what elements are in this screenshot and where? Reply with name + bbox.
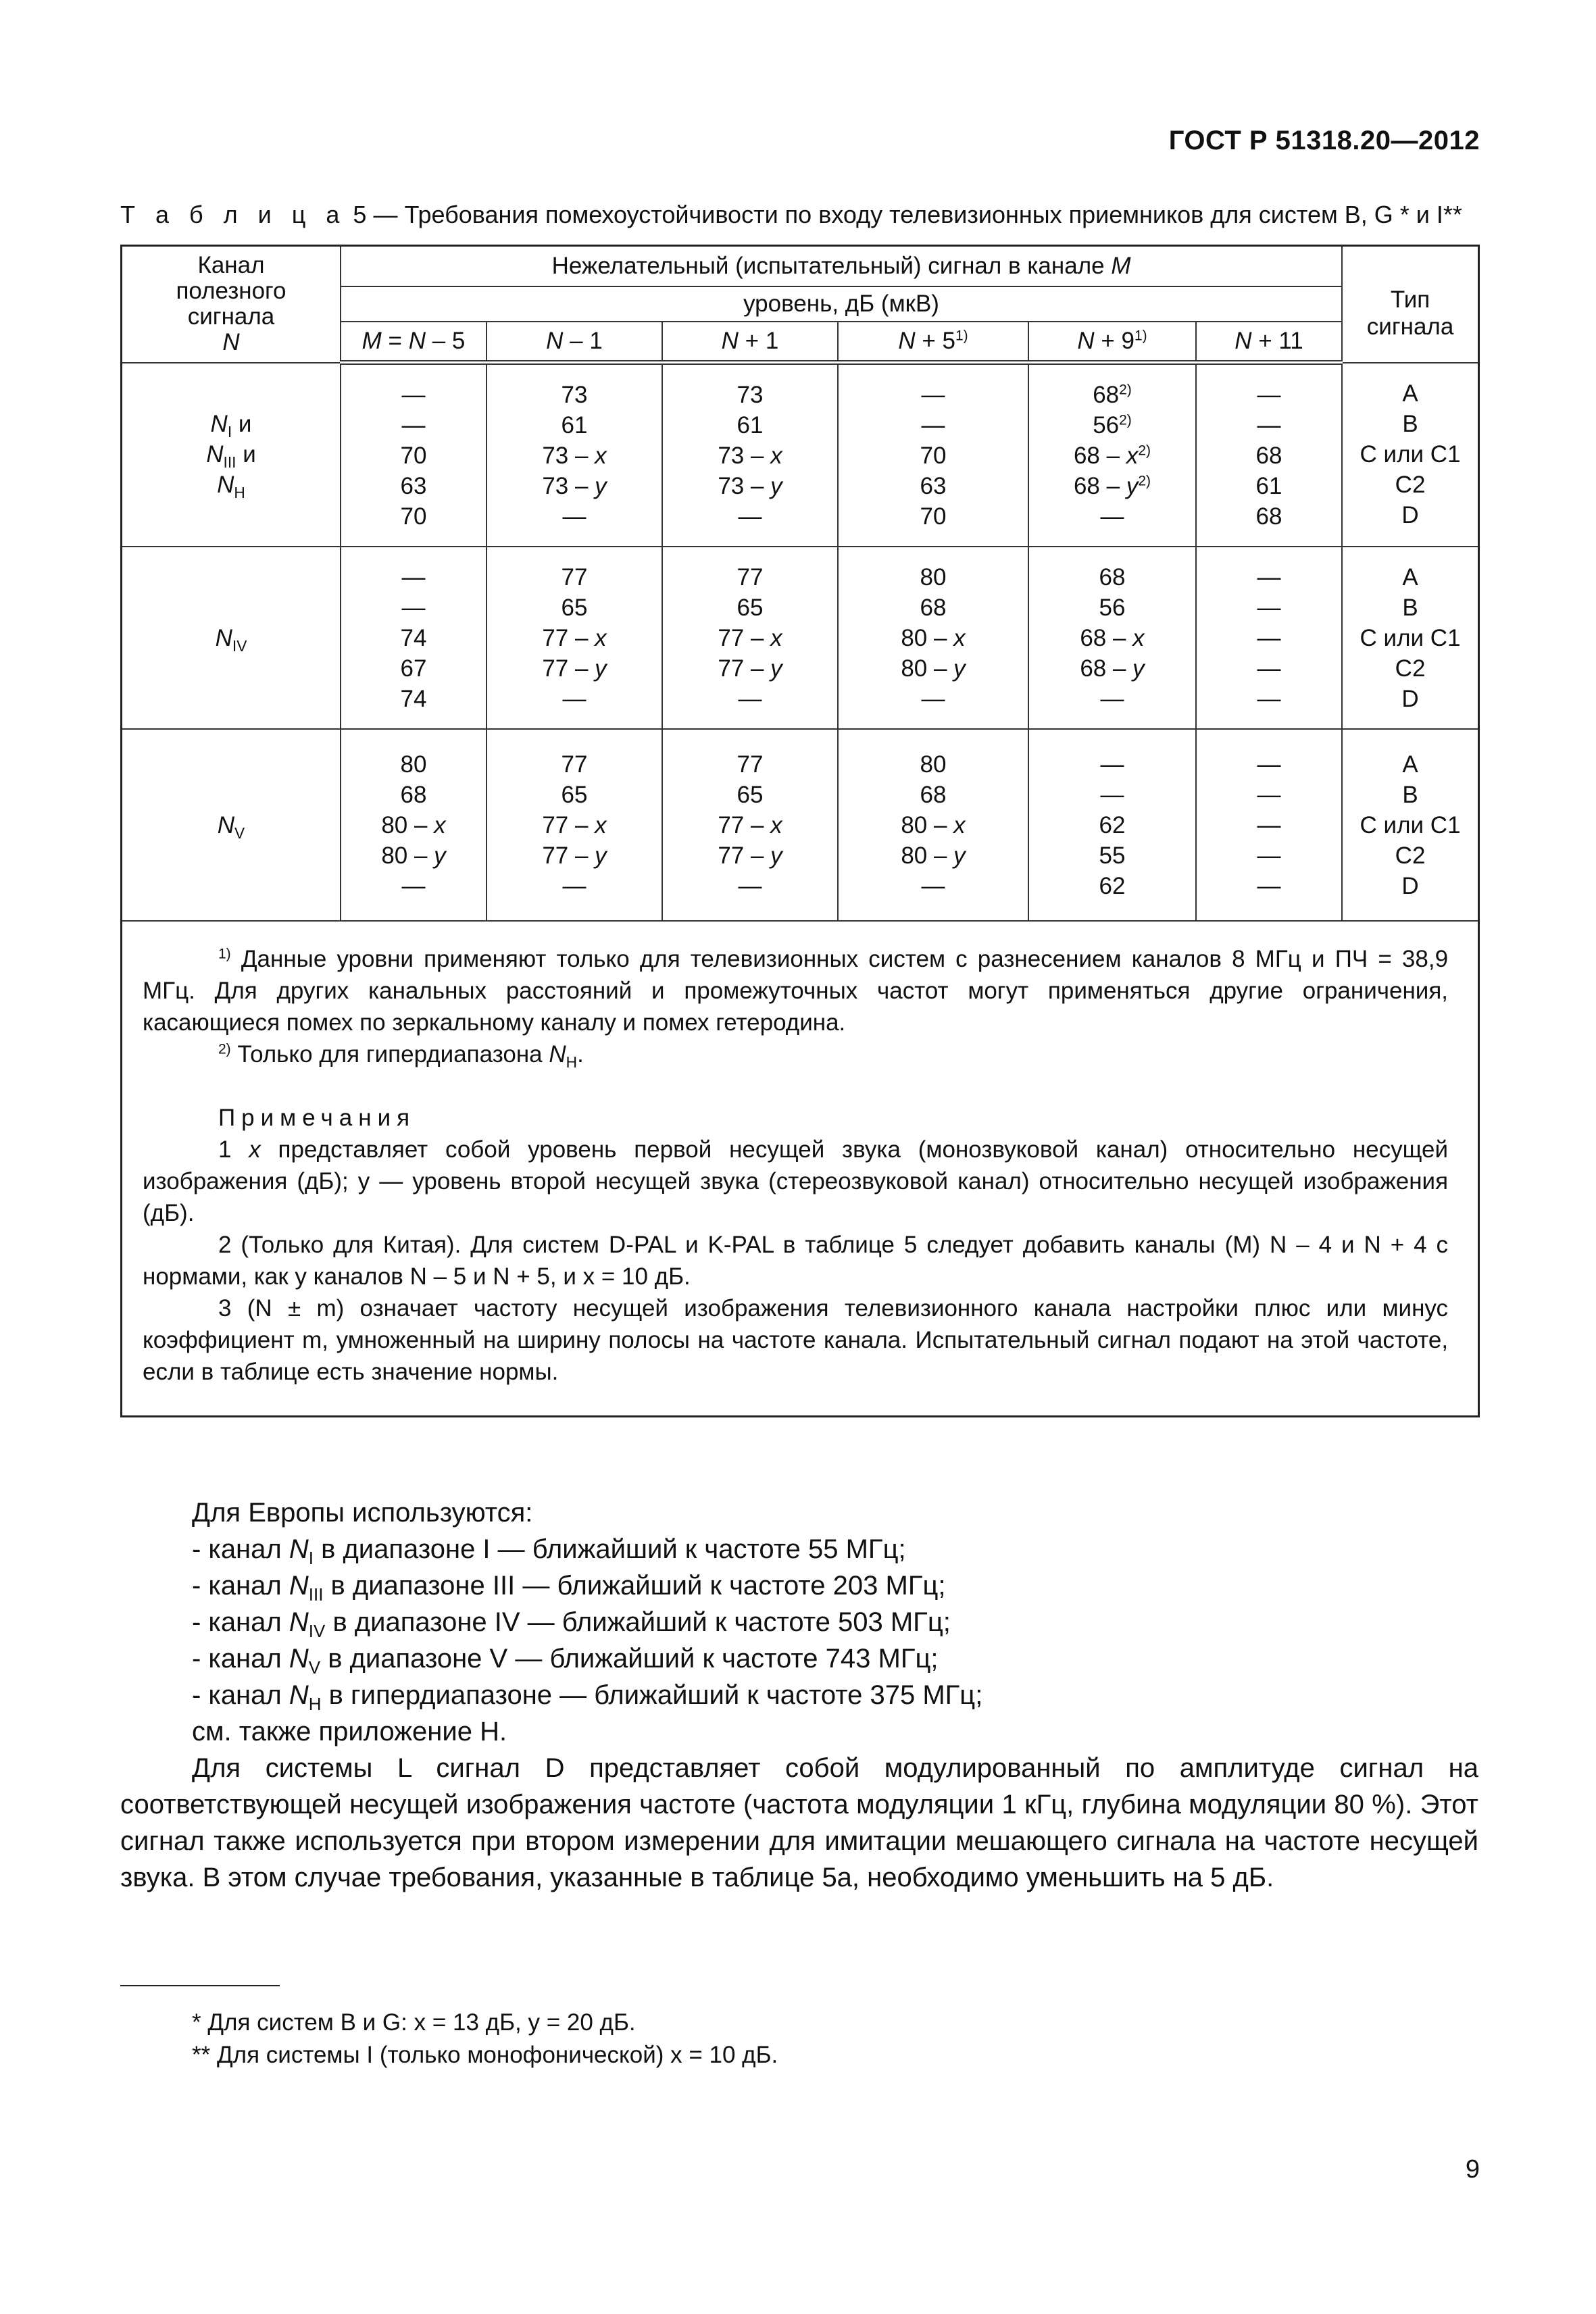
level-header: уровень, дБ (мкВ)	[341, 286, 1342, 322]
level-value: —	[1100, 503, 1124, 530]
level-value: 77 – y	[542, 655, 607, 682]
channel-cell	[122, 363, 341, 547]
level-value: 68	[920, 594, 947, 621]
signal-type-value: B	[1402, 594, 1418, 621]
level-cell	[838, 547, 1028, 729]
level-value: 80 – x	[901, 811, 966, 838]
channel-line: $N_I$ и	[210, 411, 252, 441]
signal-type-value: C2	[1395, 472, 1426, 499]
signal-type-header-line: Тип	[1390, 286, 1430, 313]
level-value: 61	[1255, 472, 1282, 499]
signal-type-value: A	[1402, 563, 1418, 590]
level-value: 73	[561, 381, 588, 408]
level-value: 55	[1099, 842, 1126, 869]
level-value: 62	[1099, 811, 1126, 838]
level-value: $68 - y^{2)}$	[1073, 472, 1151, 499]
list-item: - канал $N_{IV}$ в диапазоне IV — ближайший к частоте 503 МГц;	[192, 1607, 951, 1641]
type-header-top	[1342, 247, 1478, 286]
column-header-n-minus-5: M = N – 5	[341, 322, 487, 363]
channel-header-line: Канал	[197, 252, 265, 279]
level-value: 80	[920, 751, 947, 778]
level-value: 77	[561, 563, 588, 590]
signal-type-value: A	[1402, 380, 1418, 407]
level-cell	[487, 547, 662, 729]
level-value: 63	[400, 472, 427, 499]
note-1: 1 x представляет собой уровень первой несущей звука (монозвуковой канал) относительно несущей изображения (дБ); y — уровень второй несущей звука (стереозвуковой канал) относительно несущей изображения (дБ).	[143, 1136, 1449, 1226]
level-value: —	[1257, 781, 1281, 808]
signal-type-value: C или C1	[1360, 441, 1461, 468]
channel-line: $N_H$	[217, 472, 245, 502]
signal-type-value: D	[1401, 502, 1419, 529]
requirements-table	[122, 247, 1478, 1472]
signal-type-value: C или C1	[1360, 811, 1461, 838]
channel-line: $N_{III}$ и	[206, 441, 256, 472]
level-value: 68	[1255, 503, 1282, 530]
table-caption	[120, 200, 1478, 230]
signal-type-value: C2	[1395, 842, 1426, 869]
footnote-star2: ** Для системы I (только монофонической) x = 10 дБ.	[192, 2042, 778, 2068]
level-value: 70	[400, 503, 427, 530]
level-value: 62	[1099, 872, 1126, 899]
level-value: 61	[737, 411, 764, 438]
table-row	[122, 547, 1478, 729]
column-header-n-plus-11: N + 11	[1196, 322, 1342, 363]
level-value: 77	[561, 751, 588, 778]
level-cell	[838, 729, 1028, 921]
level-value: $68 - x^{2)}$	[1073, 442, 1151, 469]
level-value: —	[1100, 781, 1124, 808]
level-value: 70	[920, 442, 947, 469]
channel-line: $N_V$	[217, 811, 245, 842]
level-value: —	[401, 563, 426, 590]
channel-header-line: N	[222, 329, 240, 356]
note-2: 2 (Только для Китая). Для систем D-PAL и K-PAL в таблице 5 следует добавить каналы (M) N – 4 и N + 4 с нормами, как у каналов N – 5 и N + 5, и x = 10 дБ.	[143, 1232, 1449, 1290]
signal-type-cell	[1342, 547, 1478, 729]
level-value: 68 – y	[1080, 655, 1145, 682]
level-cell	[1196, 363, 1342, 547]
level-value: —	[1257, 624, 1281, 651]
level-value: 61	[561, 411, 588, 438]
document-number: ГОСТ Р 51318.20—2012	[1168, 126, 1480, 155]
column-header-n-plus-1: N + 1	[662, 322, 838, 363]
footnote-2: $^{2)}$ Только для гипердиапазона $N_H$.	[218, 1041, 584, 1071]
level-cell	[662, 547, 838, 729]
table-row	[122, 363, 1478, 547]
list-item: - канал $N_{III}$ в диапазоне III — ближайший к частоте 203 МГц;	[192, 1571, 946, 1605]
level-value: 68	[400, 781, 427, 808]
level-value: —	[401, 411, 426, 438]
level-value: —	[1257, 842, 1281, 869]
level-value: 80 – y	[381, 842, 446, 869]
level-value: —	[401, 872, 426, 899]
level-cell	[487, 363, 662, 547]
channel-header-line: сигнала	[187, 303, 275, 330]
level-cell	[341, 729, 487, 921]
level-value: 73 – x	[718, 442, 782, 469]
level-value: 73	[737, 381, 764, 408]
signal-type-cell	[1342, 363, 1478, 547]
level-value: 73 – y	[718, 472, 782, 499]
level-value: 77 – x	[718, 811, 782, 838]
table-caption-label: Т а б л и ц а	[120, 201, 347, 228]
level-cell	[341, 547, 487, 729]
level-cell	[1028, 547, 1196, 729]
column-header-n-plus-9: $N + 9^{1)}$	[1028, 322, 1196, 363]
level-value: —	[921, 411, 945, 438]
signal-type-header-line: сигнала	[1366, 313, 1454, 340]
level-value: 74	[400, 624, 427, 651]
channel-line: $N_{IV}$	[215, 624, 247, 655]
europe-intro: Для Европы используются:	[192, 1498, 533, 1528]
notes-title: Примечания	[218, 1105, 416, 1131]
level-cell	[662, 729, 838, 921]
level-value: 68$^{2)}$	[1093, 381, 1132, 408]
level-value: —	[738, 685, 762, 712]
requirements-table-frame	[120, 245, 1480, 1417]
level-value: —	[1257, 685, 1281, 712]
signal-type-value: B	[1402, 781, 1418, 808]
table-caption-number: 5	[353, 201, 367, 228]
page-number: 9	[1465, 2155, 1480, 2184]
level-value: 70	[400, 442, 427, 469]
signal-type-header	[1342, 286, 1478, 363]
level-value: —	[401, 381, 426, 408]
level-cell	[341, 363, 487, 547]
level-value: 68	[920, 781, 947, 808]
unwanted-signal-header: Нежелательный (испытательный) сигнал в канале M	[341, 247, 1342, 286]
signal-type-value: D	[1401, 872, 1419, 899]
level-value: 77 – x	[542, 811, 607, 838]
level-value: 67	[400, 655, 427, 682]
level-value: 80	[400, 751, 427, 778]
level-value: 80 – y	[901, 842, 966, 869]
page-footnotes	[192, 2007, 778, 2071]
level-value: 73 – x	[542, 442, 607, 469]
body-text	[120, 1494, 1478, 1896]
level-value: 77 – y	[718, 655, 782, 682]
level-cell	[1028, 729, 1196, 921]
signal-type-value: B	[1402, 411, 1418, 438]
list-item: - канал $N_V$ в диапазоне V — ближайший к частоте 743 МГц;	[192, 1644, 939, 1678]
level-value: 74	[400, 685, 427, 712]
see-also: см. также приложение Н.	[192, 1717, 507, 1746]
level-value: —	[1257, 381, 1281, 408]
level-value: —	[1257, 751, 1281, 778]
level-value: 77 – x	[542, 624, 607, 651]
table-caption-text: — Требования помехоустойчивости по входу телевизионных приемников для систем B, G * и I**	[373, 201, 1462, 228]
level-value: —	[921, 381, 945, 408]
level-value: 80 – y	[901, 655, 966, 682]
level-value: 65	[561, 594, 588, 621]
channel-header-line: полезного	[176, 278, 286, 305]
level-value: 56$^{2)}$	[1093, 411, 1132, 438]
table-row	[122, 729, 1478, 921]
footnote-1: $^{1)}$ Данные уровни применяют только для телевизионных систем с разнесением каналов 8 МГц и ПЧ = 38,9 МГц. Для других канальных расстояний и промежуточных частот могут применяться другие ограничения, касающиеся помех по зеркальному каналу и помех гетеродина.	[143, 946, 1449, 1036]
signal-type-value: D	[1401, 685, 1419, 712]
level-cell	[838, 363, 1028, 547]
level-value: —	[1257, 811, 1281, 838]
level-value: —	[738, 503, 762, 530]
level-value: —	[401, 594, 426, 621]
level-value: 77	[737, 751, 764, 778]
level-value: —	[562, 503, 587, 530]
level-cell	[1028, 363, 1196, 547]
level-cell	[662, 363, 838, 547]
level-value: 68 – x	[1080, 624, 1145, 651]
level-value: —	[1257, 594, 1281, 621]
level-value: —	[1257, 655, 1281, 682]
level-value: —	[921, 685, 945, 712]
signal-type-value: C или C1	[1360, 624, 1461, 651]
channel-cell	[122, 729, 341, 921]
level-value: 56	[1099, 594, 1126, 621]
europe-channel-list	[120, 1531, 1478, 1713]
level-value: —	[1100, 685, 1124, 712]
level-value: —	[738, 872, 762, 899]
level-value: —	[1257, 411, 1281, 438]
level-value: —	[1257, 563, 1281, 590]
level-value: —	[1100, 751, 1124, 778]
level-value: 63	[920, 472, 947, 499]
level-value: 70	[920, 503, 947, 530]
level-value: 68	[1099, 563, 1126, 590]
level-cell	[487, 729, 662, 921]
level-value: 68	[1255, 442, 1282, 469]
signal-type-cell	[1342, 729, 1478, 921]
level-cell	[1196, 547, 1342, 729]
level-value: 80	[920, 563, 947, 590]
level-value: 77 – y	[718, 842, 782, 869]
level-value: 65	[737, 781, 764, 808]
note-3: 3 (N ± m) означает частоту несущей изображения телевизионного канала настройки плюс или минус коэффициент m, умноженный на ширину полосы на частоте канала. Испытательный сигнал подают на этой частоте, если в таблице есть значение нормы.	[143, 1295, 1449, 1385]
channel-cell	[122, 547, 341, 729]
list-item: - канал $N_I$ в диапазоне I — ближайший к частоте 55 МГц;	[192, 1534, 906, 1568]
column-header-n-plus-5: $N + 5^{1)}$	[838, 322, 1028, 363]
footnote-separator	[120, 1985, 280, 1986]
level-value: 73 – y	[542, 472, 607, 499]
column-header-n-minus-1: N – 1	[487, 322, 662, 363]
footnote-star1: * Для систем B и G: x = 13 дБ, y = 20 дБ.	[192, 2009, 636, 2036]
level-value: 77	[737, 563, 764, 590]
level-value: 65	[561, 781, 588, 808]
signal-type-value: A	[1402, 751, 1418, 778]
level-value: —	[921, 872, 945, 899]
system-l-paragraph: Для системы L сигнал D представляет собой модулированный по амплитуде сигнал на соответствующей несущей изображения частоте (частота модуляции 1 кГц, глубина модуляции 80 %). Этот сигнал также используется при втором измерении для имитации мешающего сигнала на частоте несущей звука. В этом случае требования, указанные в таблице 5а, необходимо уменьшить на 5 дБ.	[120, 1753, 1478, 1892]
level-value: —	[562, 685, 587, 712]
list-item: - канал $N_H$ в гипердиапазоне — ближайший к частоте 375 МГц;	[192, 1680, 983, 1714]
channel-header	[122, 247, 341, 363]
level-value: 80 – x	[381, 811, 446, 838]
signal-type-value: C2	[1395, 655, 1426, 682]
level-value: 65	[737, 594, 764, 621]
level-cell	[1196, 729, 1342, 921]
level-value: 80 – x	[901, 624, 966, 651]
level-value: —	[1257, 872, 1281, 899]
level-value: —	[562, 872, 587, 899]
level-value: 77 – y	[542, 842, 607, 869]
level-value: 77 – x	[718, 624, 782, 651]
table-notes	[122, 921, 1478, 1472]
